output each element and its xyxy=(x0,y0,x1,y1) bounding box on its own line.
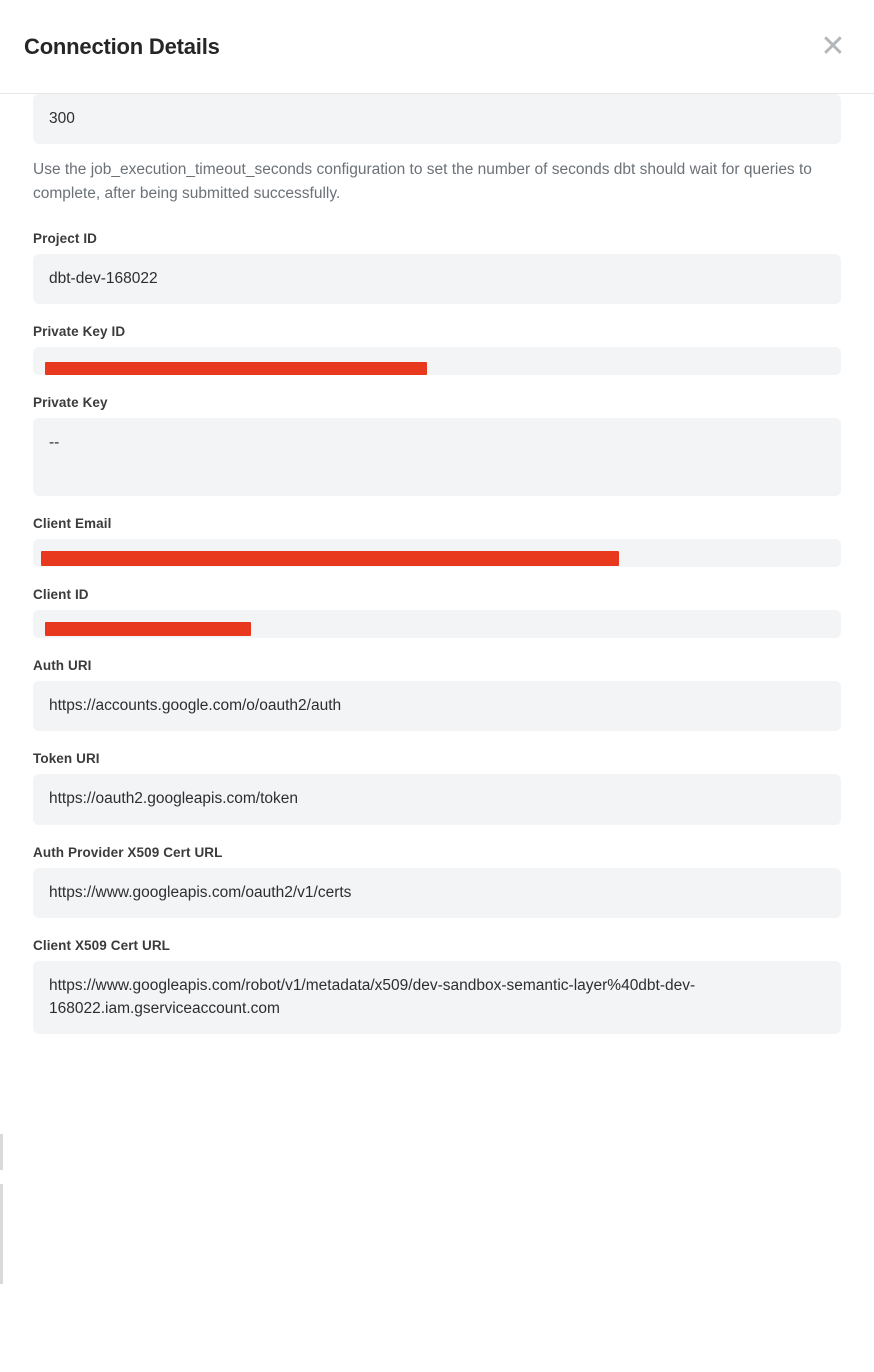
private-key-id-value[interactable] xyxy=(33,347,841,375)
scroll-tick-bottom xyxy=(0,1184,3,1284)
modal-header xyxy=(0,0,874,94)
field-token-uri xyxy=(33,751,841,824)
client-id-value[interactable] xyxy=(33,610,841,638)
auth-provider-cert-url-label: Auth Provider X509 Cert URL xyxy=(33,844,223,860)
private-key-value[interactable]: -- xyxy=(33,418,841,496)
project-id-label: Project ID xyxy=(33,230,98,246)
client-email-value[interactable] xyxy=(33,539,841,567)
redaction-bar xyxy=(45,622,251,636)
field-private-key-id xyxy=(33,324,841,375)
auth-provider-cert-url-value[interactable]: https://www.googleapis.com/oauth2/v1/certs xyxy=(33,868,841,918)
project-id-value[interactable]: dbt-dev-168022 xyxy=(33,254,841,304)
redaction-bar xyxy=(45,362,427,375)
client-email-label: Client Email xyxy=(33,515,112,531)
timeout-value[interactable]: 300 xyxy=(33,94,841,144)
private-key-id-label: Private Key ID xyxy=(33,323,126,339)
field-private-key xyxy=(33,395,841,496)
close-icon[interactable]: ✕ xyxy=(820,28,846,64)
field-auth-uri xyxy=(33,658,841,731)
timeout-helper-text: Use the job_execution_timeout_seconds configuration to set the number of seconds dbt should wait for queries to complete, after being submitted successfully. xyxy=(33,161,812,203)
field-client-email xyxy=(33,516,841,567)
token-uri-value[interactable]: https://oauth2.googleapis.com/token xyxy=(33,774,841,824)
page-title: Connection Details xyxy=(24,33,220,59)
field-client-id xyxy=(33,587,841,638)
client-id-label: Client ID xyxy=(33,586,89,602)
token-uri-label: Token URI xyxy=(33,751,100,767)
private-key-label: Private Key xyxy=(33,394,108,410)
auth-uri-label: Auth URI xyxy=(33,657,92,673)
field-timeout xyxy=(33,94,841,207)
field-client-cert-url xyxy=(33,938,841,1034)
modal-body[interactable] xyxy=(0,94,874,1372)
client-cert-url-value[interactable]: https://www.googleapis.com/robot/v1/metadata/x509/dev-sandbox-semantic-layer%40dbt-dev-168022.iam.gserviceaccount.com xyxy=(33,961,841,1034)
client-cert-url-label: Client X509 Cert URL xyxy=(33,938,171,954)
field-project-id xyxy=(33,231,841,304)
field-auth-provider-cert-url xyxy=(33,845,841,918)
redaction-bar xyxy=(41,551,619,566)
auth-uri-value[interactable]: https://accounts.google.com/o/oauth2/auth xyxy=(33,681,841,731)
scroll-tick-top xyxy=(0,1134,3,1170)
